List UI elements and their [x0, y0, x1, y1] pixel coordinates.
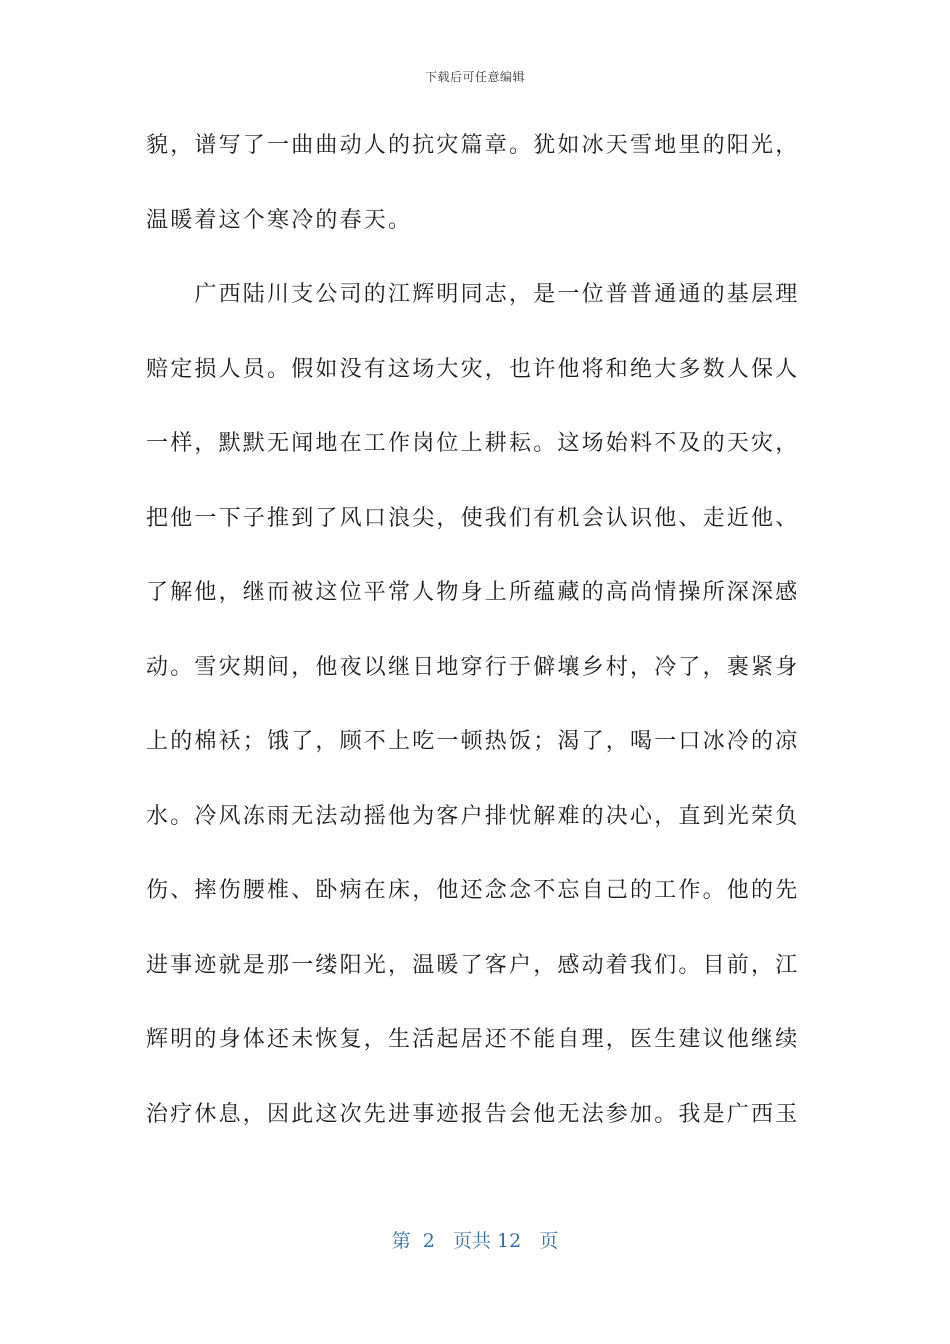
text-line: 进事迹就是那一缕阳光，温暖了客户，感动着我们。目前，江 — [146, 952, 800, 978]
text-line: 温暖着这个寒冷的春天。 — [146, 207, 413, 233]
page-header: 下载后可任意编辑 — [424, 70, 525, 84]
text-line: 了解他，继而被这位平常人物身上所蕴藏的高尚情操所深深感 — [146, 580, 800, 605]
text-line: 伤、摔伤腰椎、卧病在床，他还念念不忘自己的工作。他的先 — [146, 878, 800, 903]
text-line: 动。雪灾期间，他夜以继日地穿行于僻壤乡村，冷了，裹紧身 — [146, 654, 800, 680]
text-line: 赔定损人员。假如没有这场大灾，也许他将和绝大多数人保人 — [146, 356, 800, 382]
text-line: 一样，默默无闻地在工作岗位上耕耘。这场始料不及的天灾， — [146, 431, 800, 456]
text-line: 貌，谱写了一曲曲动人的抗灾篇章。犹如冰天雪地里的阳光， — [146, 133, 800, 158]
text-line: 治疗休息，因此这次先进事迹报告会他无法参加。我是广西玉 — [146, 1101, 800, 1127]
text-line: 广西陆川支公司的江辉明同志，是一位普普通通的基层理 — [146, 282, 800, 307]
page-number-footer: 第 2 页共 12 页 — [391, 1230, 559, 1252]
text-line: 上的棉袄；饿了，顾不上吃一顿热饭；渴了，喝一口冰冷的凉 — [146, 729, 800, 754]
text-line: 辉明的身体还未恢复，生活起居还不能自理，医生建议他继续 — [146, 1027, 800, 1052]
body-text — [146, 120, 806, 1163]
text-line: 水。冷风冻雨无法动摇他为客户排忧解难的决心，直到光荣负 — [146, 803, 800, 829]
text-line: 把他一下子推到了风口浪尖，使我们有机会认识他、走近他、 — [146, 505, 800, 531]
